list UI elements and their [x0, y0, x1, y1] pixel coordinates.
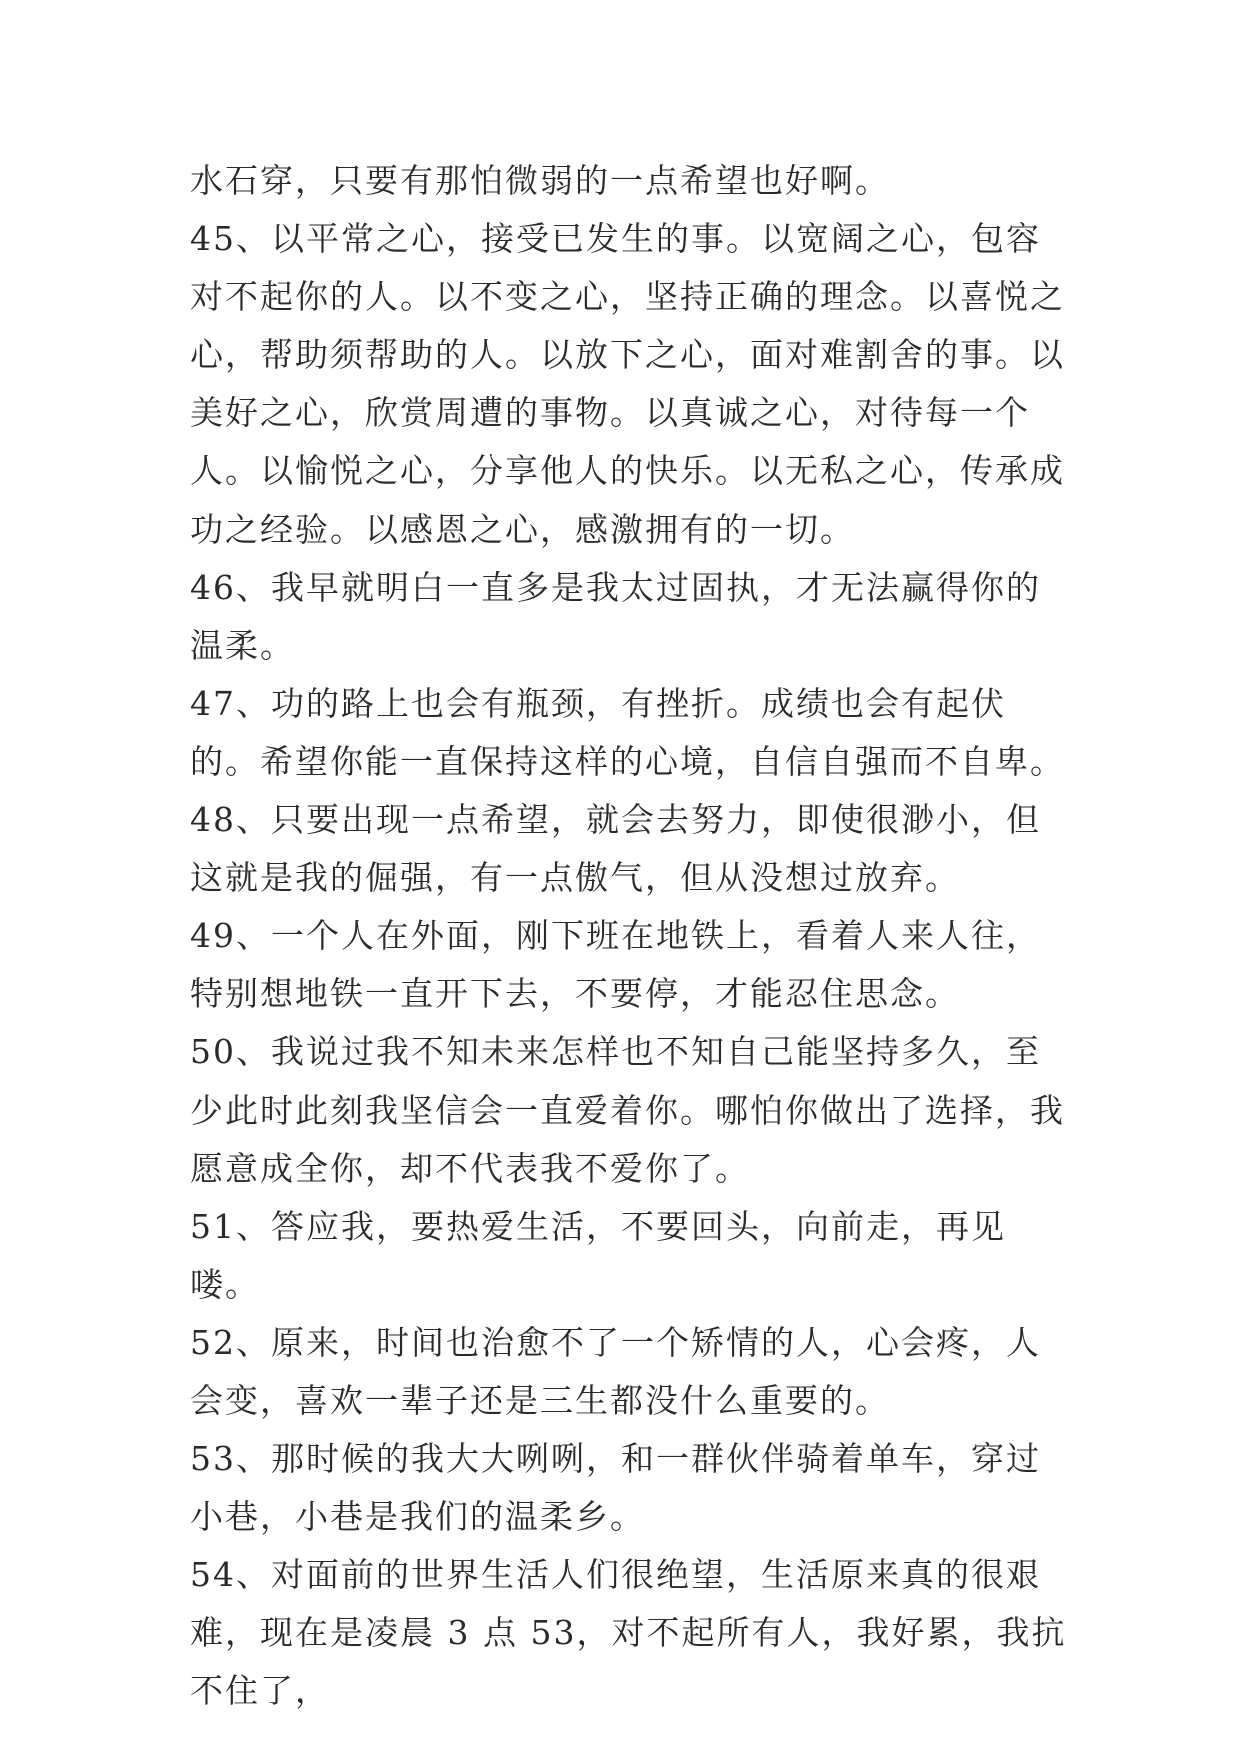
- document-body: [190, 152, 1070, 1721]
- paragraph-49: 49、一个人在外面，刚下班在地铁上，看着人来人往，特别想地铁一直开下去，不要停，才能忍住思念。: [190, 916, 1041, 1014]
- paragraph-53: 53、那时候的我大大咧咧，和一群伙伴骑着单车，穿过小巷，小巷是我们的温柔乡。: [190, 1439, 1041, 1537]
- paragraph-54: 54、对面前的世界生活人们很绝望，生活原来真的很艰难，现在是凌晨 3 点 53，对不起所有人，我好累，我抗不住了，: [190, 1555, 1067, 1711]
- paragraph-52: 52、原来，时间也治愈不了一个矫情的人，心会疼，人会变，喜欢一辈子还是三生都没什么重要的。: [190, 1322, 1041, 1420]
- paragraph-51: 51、答应我，要热爱生活，不要回头，向前走，再见喽。: [190, 1206, 1006, 1304]
- paragraph-45: 45、以平常之心，接受已发生的事。以宽阔之心，包容对不起你的人。以不变之心，坚持正确的理念。以喜悦之心，帮助须帮助的人。以放下之心，面对难割舍的事。以美好之心，欣赏周遭的事物。以真诚之心，对待每一个人。以愉悦之心，分享他人的快乐。以无私之心，传承成功之经验。以感恩之心，感激拥有的一切。: [190, 219, 1065, 549]
- paragraph-46: 46、我早就明白一直多是我太过固执，才无法赢得你的温柔。: [190, 567, 1041, 665]
- paragraph-48: 48、只要出现一点希望，就会去努力，即使很渺小，但这就是我的倔强，有一点傲气，但从没想过放弃。: [190, 800, 1041, 898]
- paragraph-continuation: 水石穿，只要有那怕微弱的一点希望也好啊。: [190, 161, 890, 200]
- paragraph-50: 50、我说过我不知未来怎样也不知自己能坚持多久，至少此时此刻我坚信会一直爱着你。哪怕你做出了选择，我愿意成全你，却不代表我不爱你了。: [190, 1032, 1065, 1188]
- paragraph-47: 47、功的路上也会有瓶颈，有挫折。成绩也会有起伏的。希望你能一直保持这样的心境，自信自强而不自卑。: [190, 683, 1065, 781]
